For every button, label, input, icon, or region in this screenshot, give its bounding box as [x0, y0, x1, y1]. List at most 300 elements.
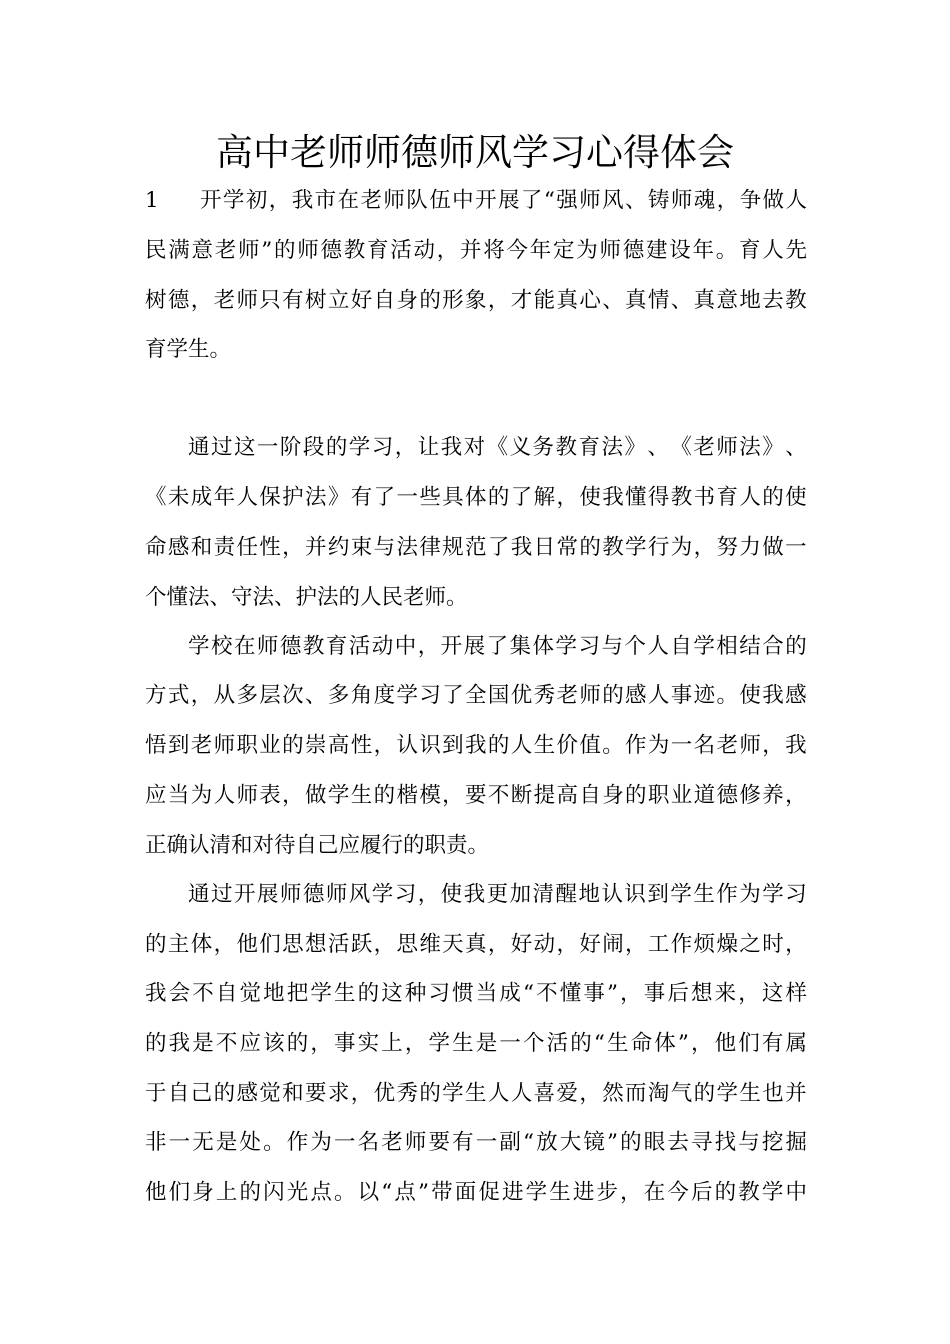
text-char: 学 [670, 882, 692, 907]
text-char: 事 [583, 981, 605, 1006]
text-char: 个 [624, 634, 646, 659]
text-char: 通 [188, 882, 210, 907]
text-char: ” [606, 1130, 618, 1155]
text-char: 懂 [625, 485, 647, 510]
text-char: 要 [465, 783, 487, 808]
text-char: 生 [350, 783, 373, 808]
text-char: 能 [533, 288, 556, 313]
text-char: “ [523, 981, 534, 1006]
text-char: 当 [475, 981, 498, 1006]
text-char: 生 [452, 1031, 474, 1056]
text-char: 并 [785, 1081, 807, 1106]
text-char: 民 [145, 238, 167, 263]
text-char: 满 [168, 238, 190, 263]
text-line [145, 671, 807, 721]
text-char: 名 [357, 1130, 380, 1155]
text-char: 学 [188, 634, 210, 659]
text-char: 多 [327, 683, 350, 708]
text-line: 育学生。 [145, 337, 232, 362]
text-char: 只 [259, 288, 281, 313]
text-char: 。 [602, 733, 624, 758]
text-char: ， [350, 1081, 373, 1106]
text-char: 维 [419, 932, 441, 957]
text-char: 并 [305, 535, 327, 560]
text-char: 更 [486, 882, 509, 907]
text-char: 活 [546, 1031, 569, 1056]
text-line [145, 969, 807, 1019]
text-line [145, 771, 807, 821]
text-line [188, 423, 807, 473]
text-char: 学 [625, 535, 647, 560]
text-char: 义 [509, 435, 532, 460]
text-char: 任 [236, 535, 258, 560]
text-char: 他 [714, 1031, 737, 1056]
text-char: 老 [213, 288, 236, 313]
text-char: 习 [578, 634, 600, 659]
text-char: 闪 [263, 1180, 285, 1205]
text-char: 优 [510, 683, 533, 708]
text-char: 老 [360, 188, 382, 213]
text-char: 值 [579, 733, 601, 758]
text-char: 开 [200, 188, 222, 213]
text-char: “ [593, 1031, 605, 1056]
text-char: 生 [465, 1081, 487, 1106]
text-char: ， [785, 932, 807, 957]
text-char: 作 [716, 882, 738, 907]
text-char: 的 [602, 683, 624, 708]
text-char: 学 [428, 1031, 451, 1056]
text-char: 职 [647, 783, 670, 808]
text-char: 行 [647, 535, 670, 560]
text-char: 了 [487, 535, 510, 560]
text-char: 德 [716, 783, 738, 808]
text-char: ， [620, 981, 642, 1006]
text-char: 律 [419, 535, 441, 560]
text-char: 地 [578, 882, 600, 907]
text-char: 做 [762, 188, 785, 213]
text-char: 做 [762, 535, 784, 560]
text-char: 集 [509, 634, 532, 659]
text-char: 教 [670, 485, 693, 510]
text-char: 己 [190, 1081, 213, 1106]
text-char: 从 [213, 683, 236, 708]
text-char: 而 [625, 1081, 647, 1106]
text-char: ， [213, 932, 236, 957]
text-char: 体 [190, 932, 213, 957]
text-char: 感 [167, 535, 190, 560]
text-char: 断 [510, 783, 533, 808]
text-char: 应 [145, 783, 167, 808]
text-char: 的 [579, 535, 601, 560]
text-char: ， [417, 634, 440, 659]
text-char: 责 [213, 535, 236, 560]
text-char: 师 [579, 683, 601, 708]
text-char: 识 [624, 882, 646, 907]
text-char: 建 [645, 238, 668, 263]
text-char: 将 [483, 238, 505, 263]
text-char: 觉 [239, 981, 262, 1006]
text-char: 真 [625, 288, 647, 313]
text-char: 学 [716, 1081, 738, 1106]
text-char: 大 [559, 1130, 582, 1155]
text-char: 定 [552, 238, 575, 263]
text-char: 生 [533, 733, 556, 758]
text-char: 的 [419, 288, 441, 313]
text-char: 处 [239, 1130, 262, 1155]
text-char: 今 [506, 238, 528, 263]
text-char: 。 [263, 1130, 285, 1155]
text-char: 表 [259, 783, 281, 808]
text-char: 人 [510, 1081, 533, 1106]
text-char: 作 [286, 1130, 309, 1155]
text-char: 为 [670, 535, 693, 560]
text-char: 习 [785, 882, 807, 907]
text-char: 人 [236, 485, 258, 510]
text-char: 师 [739, 733, 761, 758]
text-char: 该 [263, 1031, 285, 1056]
text-char: 好 [579, 932, 601, 957]
text-char: 自 [167, 1081, 190, 1106]
text-char: 立 [327, 288, 350, 313]
text-char: 主 [167, 932, 190, 957]
text-char: 一 [256, 435, 279, 460]
text-char: 步 [596, 1180, 618, 1205]
text-char: 德 [302, 882, 325, 907]
text-char: 学 [348, 435, 371, 460]
text-char: 为 [739, 882, 761, 907]
text-char: 我 [168, 1031, 191, 1056]
text-char: 寻 [690, 1130, 713, 1155]
text-char: 生 [334, 981, 356, 1006]
text-char: 我 [440, 435, 463, 460]
text-char: 意 [191, 238, 214, 263]
text-char: ， [190, 288, 213, 313]
text-char: 做 [305, 783, 327, 808]
text-char: 学 [525, 1180, 548, 1205]
text-char: ， [404, 1031, 427, 1056]
text-char: 得 [647, 485, 670, 510]
text-char: 名 [693, 733, 716, 758]
text-char: 了 [486, 634, 509, 659]
text-line [145, 721, 807, 771]
text-char: 种 [404, 981, 427, 1006]
text-char: 进 [572, 1180, 595, 1205]
text-line [145, 1019, 807, 1069]
text-char: 学 [222, 188, 245, 213]
text-char: 师 [297, 238, 319, 263]
text-char: 促 [478, 1180, 500, 1205]
text-char: ， [268, 188, 291, 213]
text-char: 的 [620, 1130, 642, 1155]
text-line [188, 870, 807, 920]
text-char: ， [310, 1031, 332, 1056]
text-char: 法 [739, 435, 761, 460]
text-char: 心 [579, 288, 601, 313]
text-char: 教 [785, 288, 807, 313]
text-char: 进 [501, 1180, 524, 1205]
text-char: 中 [452, 188, 474, 213]
text-char: 想 [305, 932, 327, 957]
text-char: 燥 [716, 932, 738, 957]
text-char: 上 [215, 1180, 238, 1205]
text-char: 人 [647, 634, 669, 659]
text-char: 他 [145, 1180, 167, 1205]
text-char: 生 [739, 1081, 761, 1106]
text-char: 方 [145, 683, 167, 708]
text-char: 成 [190, 485, 213, 510]
text-char: 了 [510, 485, 533, 510]
text-char: 们 [738, 1031, 760, 1056]
text-char: ， [190, 683, 213, 708]
text-char: 之 [739, 932, 761, 957]
text-char: 感 [785, 683, 807, 708]
text-char: 中 [394, 634, 417, 659]
text-char: 学 [371, 882, 394, 907]
text-char: 通 [188, 435, 210, 460]
text-char: 争 [739, 188, 762, 213]
text-char: 常 [556, 535, 578, 560]
text-char: 他 [236, 932, 258, 957]
text-char: 楷 [396, 783, 418, 808]
text-char: 求 [327, 1081, 350, 1106]
text-char: 、 [602, 288, 624, 313]
text-line [145, 523, 807, 573]
text-char: 育 [716, 485, 738, 510]
text-char: 淘 [647, 1081, 670, 1106]
text-char: 铸 [647, 188, 670, 213]
text-char: 我 [465, 733, 487, 758]
text-char: 力 [739, 535, 761, 560]
text-char: 的 [693, 1081, 716, 1106]
text-char: 点 [394, 1180, 416, 1205]
text-char: 形 [442, 288, 464, 313]
text-char: 人 [762, 238, 784, 263]
text-char: 当 [167, 783, 190, 808]
document-title: 高中老师师德师风学习心得体会 [216, 131, 734, 174]
text-char: 性 [259, 535, 281, 560]
text-char: ， [690, 1031, 713, 1056]
text-char: 市 [314, 188, 337, 213]
text-char: 师 [325, 882, 348, 907]
text-char: ， [693, 535, 716, 560]
text-char: 一 [670, 733, 693, 758]
text-char: 事 [670, 683, 693, 708]
text-char: 教 [343, 238, 366, 263]
text-char: 层 [259, 683, 281, 708]
text-char: 是 [475, 1031, 498, 1056]
text-char: 意 [716, 288, 738, 313]
text-char: 师 [236, 288, 258, 313]
text-line [145, 276, 807, 326]
text-char: 国 [487, 683, 510, 708]
text-char: 的 [273, 238, 296, 263]
text-char: 一 [334, 1130, 356, 1155]
text-char: 不 [192, 981, 214, 1006]
text-char: 学 [761, 1180, 784, 1205]
text-char: 的 [213, 1081, 236, 1106]
text-line [145, 920, 807, 970]
text-char: 后 [690, 1180, 713, 1205]
text-char: 年 [692, 238, 714, 263]
text-char: 为 [576, 238, 598, 263]
text-char: 习 [428, 981, 451, 1006]
text-char: 一 [499, 1031, 521, 1056]
text-char: 法 [396, 535, 418, 560]
text-char: 体 [532, 634, 555, 659]
text-char: 人 [647, 683, 670, 708]
text-char: ， [785, 783, 807, 808]
text-char: 认 [396, 733, 418, 758]
text-char: 一 [785, 535, 807, 560]
text-char: 师 [404, 1130, 427, 1155]
text-char: 这 [233, 435, 256, 460]
text-char: 师 [670, 188, 693, 213]
text-char: 》 [327, 485, 350, 510]
text-char: 师 [599, 238, 621, 263]
text-char: 与 [738, 1130, 760, 1155]
text-line [200, 176, 807, 226]
text-char: 会 [168, 981, 191, 1006]
text-char: 规 [442, 535, 464, 560]
text-char: 人 [785, 188, 807, 213]
text-char: 和 [190, 535, 213, 560]
text-char: 学 [442, 1081, 464, 1106]
text-char: 解 [533, 485, 556, 510]
text-char: 动 [533, 932, 556, 957]
text-char: ， [556, 485, 578, 510]
text-char: 学 [555, 634, 578, 659]
text-char: ” [677, 1031, 689, 1056]
text-char: 思 [396, 932, 418, 957]
text-char: 放 [536, 1130, 558, 1155]
text-char: 老 [190, 733, 213, 758]
text-char: 作 [625, 733, 647, 758]
text-char: ， [442, 783, 464, 808]
text-char: 过 [210, 435, 233, 460]
text-char: 习 [419, 683, 441, 708]
text-char: 我 [762, 683, 784, 708]
text-char: 角 [350, 683, 373, 708]
text-char: 、 [785, 435, 807, 460]
text-char: 自 [670, 634, 692, 659]
text-char: 地 [739, 288, 761, 313]
text-char: 老 [214, 238, 237, 263]
text-char: 多 [236, 683, 258, 708]
text-char: 树 [145, 288, 167, 313]
text-char: 挖 [761, 1130, 784, 1155]
text-char: 教 [555, 435, 578, 460]
text-char: 生 [606, 1031, 629, 1056]
text-char: 应 [239, 1031, 262, 1056]
text-char: ” [606, 981, 618, 1006]
text-char: 认 [601, 882, 623, 907]
text-char: ， [417, 882, 440, 907]
text-char: 找 [714, 1130, 737, 1155]
text-char: 开 [475, 188, 497, 213]
text-char: 我 [291, 188, 314, 213]
text-char: 样 [785, 981, 807, 1006]
text-char: 一 [396, 485, 418, 510]
text-char: 展 [497, 188, 520, 213]
text-char: 度 [373, 683, 396, 708]
text-char: 的 [145, 1031, 167, 1056]
text-char: ， [579, 1081, 601, 1106]
text-char: 活 [390, 238, 412, 263]
text-char: 伍 [429, 188, 451, 213]
text-char: 》 [624, 435, 646, 460]
text-char: 们 [168, 1180, 191, 1205]
text-char: 未 [167, 485, 190, 510]
text-char: 》 [762, 435, 784, 460]
text-char: 《 [145, 485, 167, 510]
text-char: 点 [310, 1180, 332, 1205]
text-char: 非 [145, 1130, 167, 1155]
text-char: 一 [168, 1130, 191, 1155]
text-char: 为 [190, 783, 213, 808]
text-char: 范 [465, 535, 487, 560]
text-char: 使 [785, 485, 807, 510]
text-char: 在 [643, 1180, 666, 1205]
text-char: 式 [167, 683, 190, 708]
text-char: 我 [510, 535, 533, 560]
text-char: ， [762, 733, 784, 758]
text-char: 不 [536, 981, 558, 1006]
text-char: 命 [145, 535, 167, 560]
text-char: 开 [440, 634, 463, 659]
text-char: 老 [381, 1130, 403, 1155]
text-char: 工 [647, 932, 670, 957]
text-char: 风 [602, 188, 624, 213]
text-char: 懂 [559, 981, 582, 1006]
text-char: ， [487, 932, 510, 957]
text-char: 。 [716, 683, 738, 708]
text-char: 保 [259, 485, 281, 510]
text-char: 阶 [279, 435, 302, 460]
text-char: 才 [510, 288, 533, 313]
text-char: 老 [716, 733, 738, 758]
text-char: 次 [282, 683, 304, 708]
text-char: 优 [373, 1081, 396, 1106]
text-char: 的 [487, 733, 510, 758]
text-char: 人 [739, 485, 761, 510]
text-char: 真 [465, 932, 487, 957]
text-char: 这 [381, 981, 403, 1006]
text-char: 《 [670, 435, 692, 460]
text-char: 法 [305, 485, 327, 510]
text-char: 我 [463, 882, 486, 907]
text-char: 以 [357, 1180, 380, 1205]
text-char: 在 [233, 634, 256, 659]
text-char: 的 [785, 634, 807, 659]
text-char: 学 [693, 634, 715, 659]
text-char: ， [394, 435, 417, 460]
text-char: 人 [510, 733, 533, 758]
text-char: 命 [630, 1031, 653, 1056]
text-line [188, 622, 807, 672]
text-char: 气 [670, 1081, 693, 1106]
text-char: 象 [465, 288, 487, 313]
text-char: 觉 [259, 1081, 281, 1106]
text-char: 上 [381, 1031, 403, 1056]
text-line: 个懂法、守法、护法的人民老师。 [145, 585, 468, 610]
text-char: 的 [145, 932, 167, 957]
text-char: “ [543, 188, 555, 213]
text-char: 带 [431, 1180, 453, 1205]
text-char: 了 [373, 485, 396, 510]
text-line: 正确认清和对待自己应履行的职责。 [145, 833, 490, 858]
text-char: 惯 [452, 981, 474, 1006]
text-char: 眼 [643, 1130, 666, 1155]
